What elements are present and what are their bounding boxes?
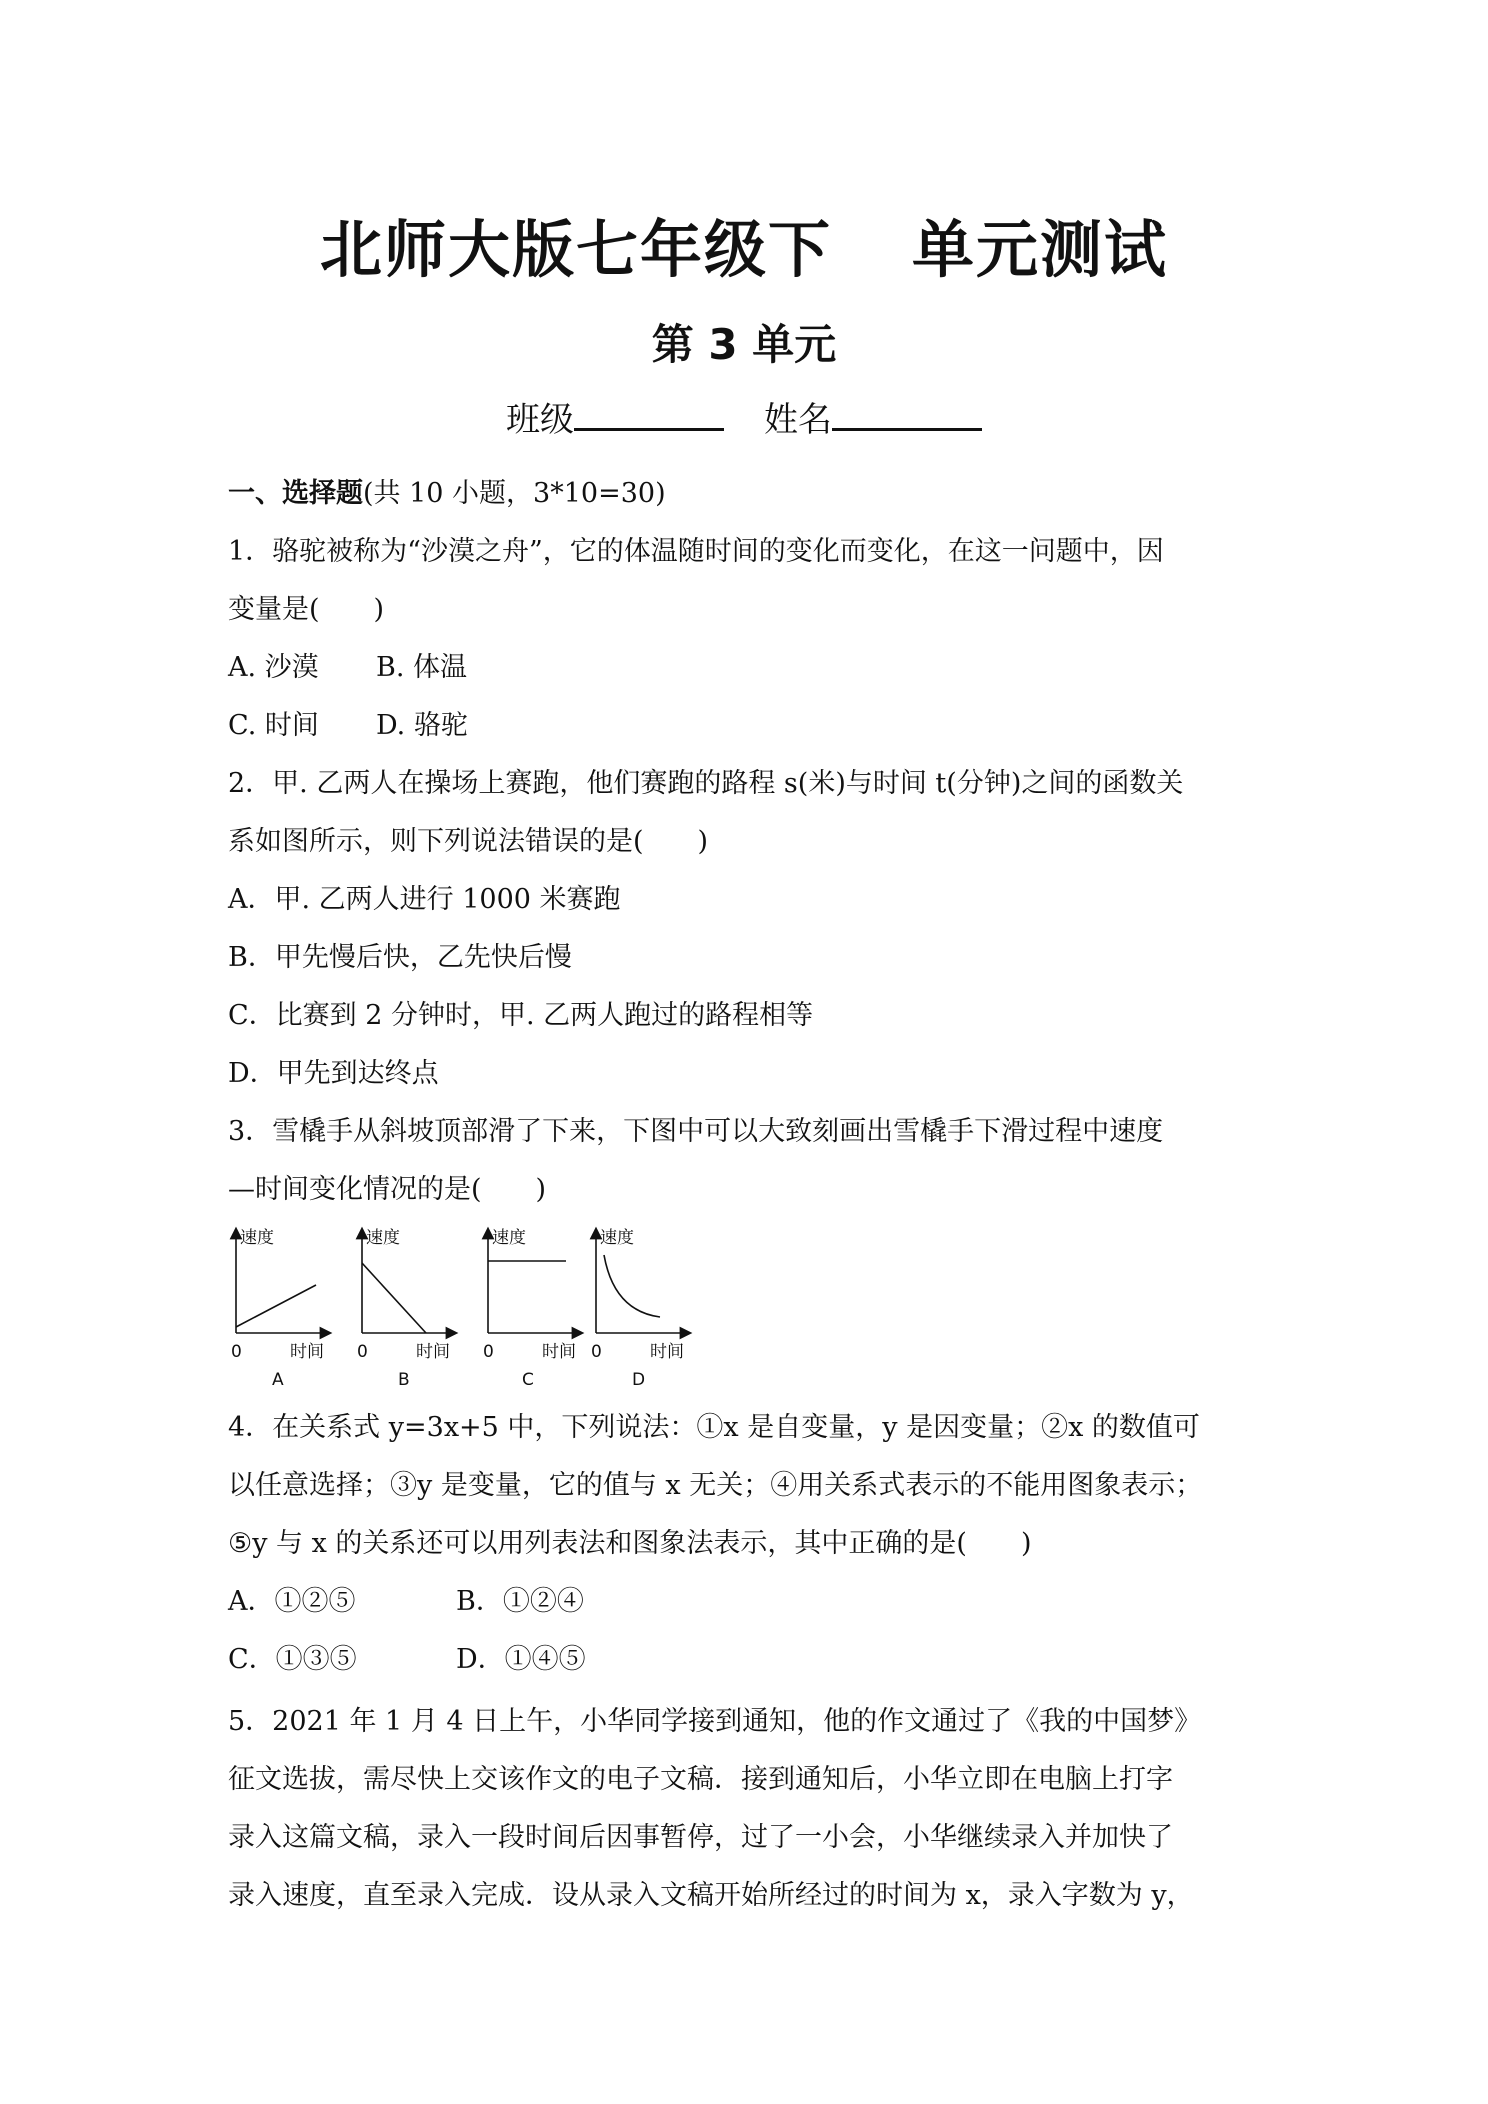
q4-option-b: B．①②④	[456, 1586, 584, 1617]
q2-option-d: D．甲先到达终点	[228, 1058, 439, 1089]
q2-option-b: B．甲先慢后快，乙先快后慢	[228, 942, 572, 973]
q4-options-row2	[228, 1631, 1278, 1689]
name-blank[interactable]	[832, 394, 982, 431]
q1-line2: 变量是( )	[228, 594, 385, 625]
q2-line1: 2．甲. 乙两人在操场上赛跑，他们赛跑的路程 s(米)与时间 t(分钟)之间的函数关	[228, 768, 1184, 799]
q1-option-b: B. 体温	[376, 652, 468, 683]
q3-line2: —时间变化情况的是( )	[228, 1174, 547, 1205]
graph-b-curve	[362, 1263, 426, 1333]
graph-b-x-label: 时间	[416, 1342, 450, 1362]
graph-d-curve	[604, 1255, 660, 1317]
graph-c-label: C	[522, 1370, 534, 1390]
q4-line1: 4．在关系式 y=3x+5 中，下列说法：①x 是自变量，y 是因变量；②x 的数值可	[228, 1412, 1200, 1443]
q5-line2: 征文选拔，需尽快上交该作文的电子文稿．接到通知后，小华立即在电脑上打字	[228, 1764, 1173, 1795]
q2-option-c: C．比赛到 2 分钟时，甲. 乙两人跑过的路程相等	[228, 1000, 814, 1031]
graph-d-y-label: 速度	[600, 1228, 634, 1248]
student-info-line	[0, 392, 1488, 441]
graph-a-label: A	[272, 1370, 284, 1390]
q5-line4: 录入速度，直至录入完成．设从录入文稿开始所经过的时间为 x，录入字数为 y，	[228, 1880, 1194, 1911]
question-2	[228, 755, 1278, 1103]
class-label: 班级	[506, 400, 574, 440]
q5-line3: 录入这篇文稿，录入一段时间后因事暂停，过了一小会，小华继续录入并加快了	[228, 1822, 1173, 1853]
question-content	[228, 465, 1278, 1925]
graph-a-y-label: 速度	[240, 1228, 274, 1248]
q4-option-c: C．①③⑤	[228, 1644, 357, 1675]
class-blank[interactable]	[574, 394, 724, 431]
graph-c	[483, 1228, 578, 1390]
question-1	[228, 523, 1278, 755]
graph-b-y-label: 速度	[366, 1228, 400, 1248]
q1-options-row2	[228, 697, 1278, 755]
q3-line1: 3．雪橇手从斜坡顶部滑了下来，下图中可以大致刻画出雪橇手下滑过程中速度	[228, 1116, 1164, 1147]
q4-options-row1	[228, 1573, 1278, 1631]
q1-option-a: A. 沙漠	[228, 652, 319, 683]
section-heading	[228, 465, 1278, 523]
q1-options-row1	[228, 639, 1278, 697]
graph-a-x-label: 时间	[290, 1342, 324, 1362]
q3-graphs	[228, 1225, 1278, 1395]
graph-c-y-label: 速度	[492, 1228, 526, 1248]
page-title	[0, 200, 1488, 289]
section-note: (共 10 小题，3*10=30)	[363, 478, 666, 509]
q1-line1: 1．骆驼被称为“沙漠之舟”，它的体温随时间的变化而变化，在这一问题中，因	[228, 536, 1164, 567]
graph-d-x-label: 时间	[650, 1342, 684, 1362]
q1-option-d: D. 骆驼	[376, 710, 468, 741]
q2-line2: 系如图所示，则下列说法错误的是( )	[228, 826, 709, 857]
q4-line2: 以任意选择；③y 是变量，它的值与 x 无关；④用关系式表示的不能用图象表示；	[228, 1470, 1203, 1501]
title-left: 北师大版七年级下	[319, 213, 832, 286]
title-right: 单元测试	[912, 213, 1169, 286]
q4-line3: ⑤y 与 x 的关系还可以用列表法和图象法表示，其中正确的是( )	[228, 1528, 1032, 1559]
graph-d	[591, 1228, 686, 1390]
q4-option-a: A．①②⑤	[228, 1586, 356, 1617]
unit-subtitle: 第 3 单元	[651, 320, 837, 369]
q4-option-d: D．①④⑤	[456, 1644, 586, 1675]
q5-line1: 5．2021 年 1 月 4 日上午，小华同学接到通知，他的作文通过了《我的中国梦》	[228, 1706, 1202, 1737]
question-4	[228, 1399, 1278, 1689]
q1-option-c: C. 时间	[228, 710, 319, 741]
graph-c-origin: 0	[483, 1342, 494, 1362]
graph-d-label: D	[632, 1370, 646, 1390]
graph-d-origin: 0	[591, 1342, 602, 1362]
name-label: 姓名	[764, 400, 832, 440]
graph-a-origin: 0	[231, 1342, 242, 1362]
graph-a	[231, 1228, 326, 1390]
graph-a-curve	[236, 1285, 316, 1327]
graph-b	[357, 1228, 452, 1390]
graph-b-origin: 0	[357, 1342, 368, 1362]
section-title: 一、选择题	[228, 478, 363, 509]
graph-c-x-label: 时间	[542, 1342, 576, 1362]
q2-option-a: A．甲. 乙两人进行 1000 米赛跑	[228, 884, 621, 915]
q3-graph-figure	[228, 1225, 748, 1395]
question-3	[228, 1103, 1278, 1395]
graph-b-label: B	[398, 1370, 410, 1390]
question-5	[228, 1693, 1278, 1925]
